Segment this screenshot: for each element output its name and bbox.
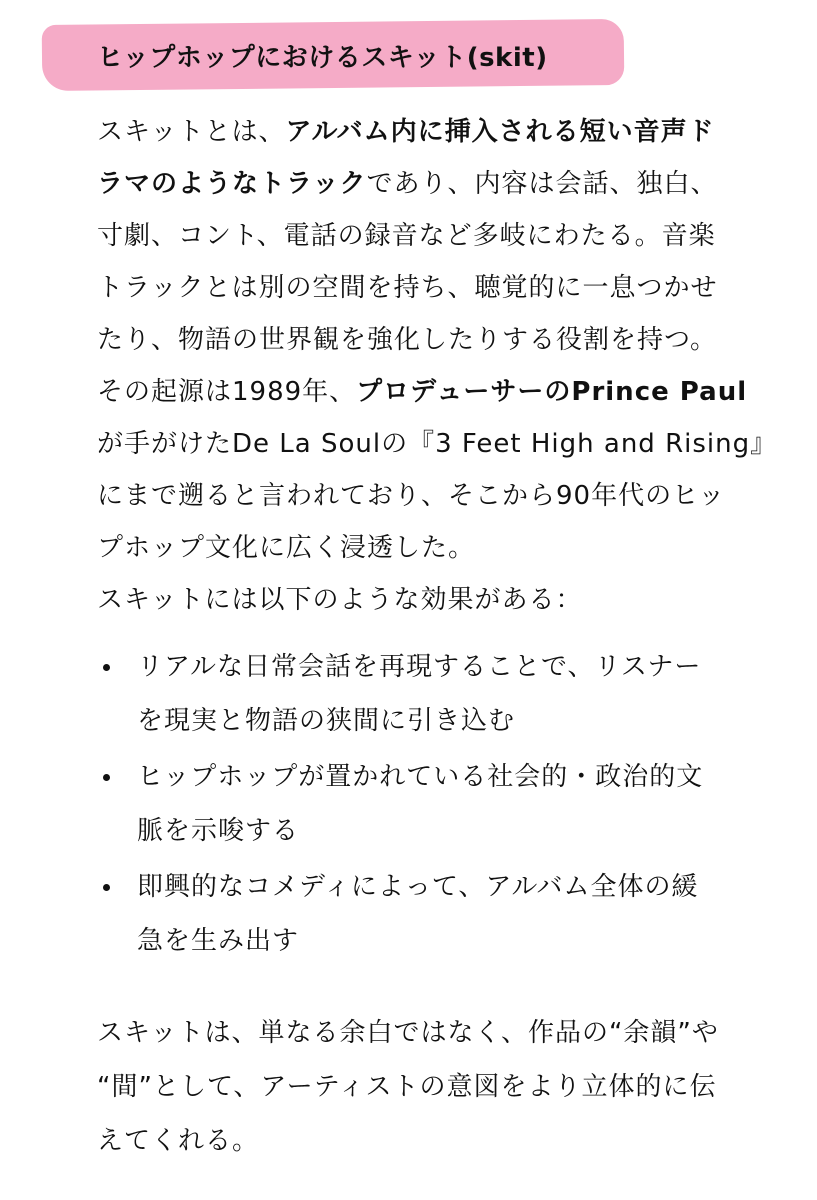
intro-line-6: その起源は1989年、プロデューサーのPrince Paul (97, 377, 748, 407)
intro-line-7: が手がけたDe La Soulの『3 Feet High and Rising』 (97, 429, 778, 459)
intro-line-9: プホップ文化に広く浸透した。 (97, 533, 476, 563)
closing-line-1: スキットは、単なる余白ではなく、作品の“余韻”や (97, 1018, 719, 1048)
list-item: リアルな日常会話を再現することで、リスナー を現実と物語の狭間に引き込む (97, 640, 697, 748)
article-heading: ヒップホップにおけるスキット(skit) (97, 43, 548, 73)
bullet-dot-icon (103, 774, 110, 781)
intro-line-3: 寸劇、コント、電話の録音など多岐にわたる。音楽 (97, 221, 716, 251)
bullet-dot-icon (103, 664, 110, 671)
list-item: ヒップホップが置かれている社会的・政治的文 脈を示唆する (97, 750, 697, 858)
bullet-dot-icon (103, 884, 110, 891)
closing-line-2: “間”として、アーティストの意図をより立体的に伝 (97, 1072, 717, 1102)
intro-line-1: スキットとは、アルバム内に挿入される短い音声ド (97, 117, 715, 147)
closing-paragraph (97, 1006, 719, 1168)
intro-line-2: ラマのようなトラックであり、内容は会話、独白、 (97, 169, 718, 199)
emphasis-text: プロデューサーのPrince Paul (356, 377, 748, 407)
intro-paragraph (97, 106, 778, 626)
intro-line-5: たり、物語の世界観を強化したりする役割を持つ。 (97, 325, 717, 355)
list-item: 即興的なコメディによって、アルバム全体の緩 急を生み出す (97, 860, 697, 968)
emphasis-text: ラマのようなトラック (97, 169, 367, 199)
emphasis-text: アルバム内に挿入される短い音声ド (285, 117, 715, 147)
effects-list (97, 640, 704, 970)
intro-line-4: トラックとは別の空間を持ち、聴覚的に一息つかせ (97, 273, 718, 303)
effects-lead-in: スキットには以下のような効果がある： (97, 585, 583, 615)
closing-line-3: えてくれる。 (97, 1126, 260, 1156)
intro-line-8: にまで遡ると言われており、そこから90年代のヒッ (97, 481, 726, 511)
